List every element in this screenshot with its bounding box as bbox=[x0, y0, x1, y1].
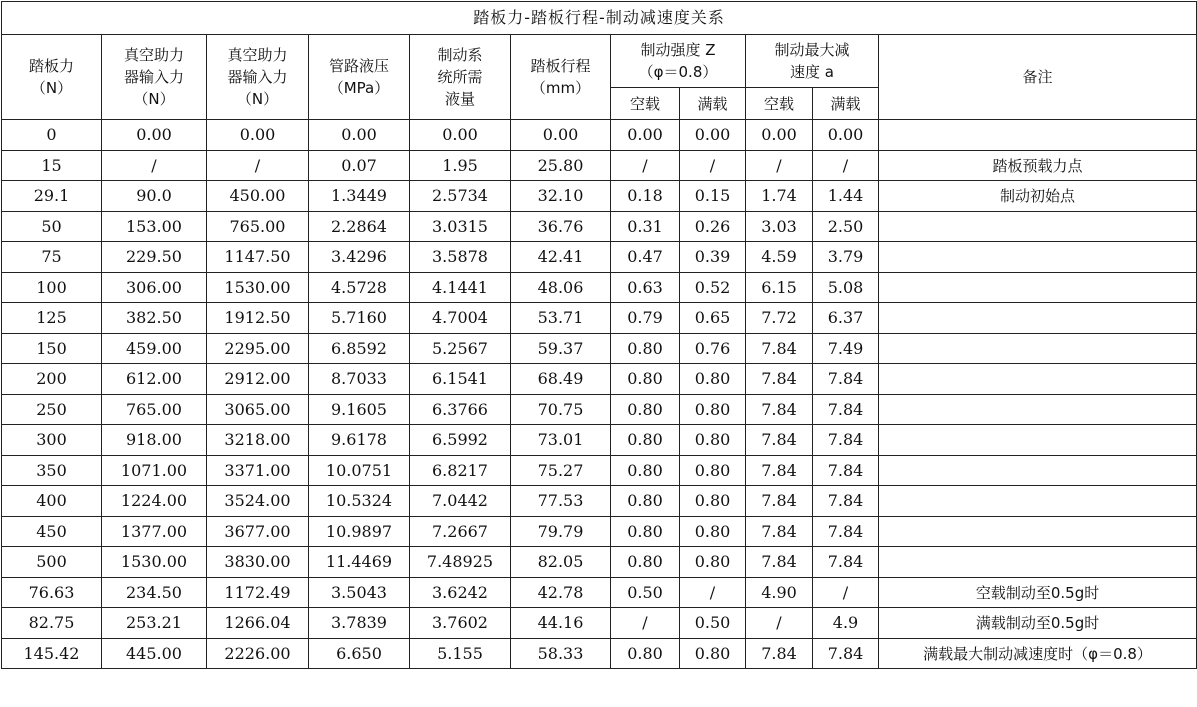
cell-a-full: 1.44 bbox=[813, 181, 879, 212]
cell-remark bbox=[879, 211, 1197, 242]
cell-line-pressure: 5.7160 bbox=[309, 303, 410, 334]
header-pedal-force: 踏板力 （N） bbox=[2, 35, 102, 120]
cell-fluid-volume: 4.7004 bbox=[410, 303, 511, 334]
cell-fluid-volume: 3.7602 bbox=[410, 608, 511, 639]
cell-fluid-volume: 6.8217 bbox=[410, 455, 511, 486]
header-remark: 备注 bbox=[879, 35, 1197, 120]
cell-remark bbox=[879, 425, 1197, 456]
cell-a-empty: 7.84 bbox=[746, 547, 813, 578]
cell-booster-output: 1147.50 bbox=[207, 242, 309, 273]
cell-line-pressure: 10.5324 bbox=[309, 486, 410, 517]
cell-line-pressure: 6.650 bbox=[309, 638, 410, 669]
cell-booster-input: 153.00 bbox=[102, 211, 207, 242]
table-row bbox=[2, 333, 1197, 364]
cell-booster-output: 450.00 bbox=[207, 181, 309, 212]
cell-pedal-force: 350 bbox=[2, 455, 102, 486]
cell-a-full: 6.37 bbox=[813, 303, 879, 334]
subheader-a-empty: 空载 bbox=[746, 88, 813, 120]
cell-line-pressure: 1.3449 bbox=[309, 181, 410, 212]
cell-z-empty: 0.80 bbox=[611, 364, 680, 395]
cell-booster-input: 253.21 bbox=[102, 608, 207, 639]
cell-fluid-volume: 1.95 bbox=[410, 150, 511, 181]
cell-a-empty: 1.74 bbox=[746, 181, 813, 212]
header-booster-output: 真空助力 器输入力 （N） bbox=[207, 35, 309, 120]
cell-pedal-force: 400 bbox=[2, 486, 102, 517]
document-page bbox=[1, 1, 1196, 705]
cell-a-empty: / bbox=[746, 608, 813, 639]
cell-pedal-travel: 32.10 bbox=[511, 181, 611, 212]
cell-a-empty: 7.84 bbox=[746, 425, 813, 456]
cell-booster-output: 3524.00 bbox=[207, 486, 309, 517]
cell-pedal-force: 82.75 bbox=[2, 608, 102, 639]
cell-line-pressure: 8.7033 bbox=[309, 364, 410, 395]
cell-booster-output: 0.00 bbox=[207, 120, 309, 151]
cell-remark bbox=[879, 242, 1197, 273]
cell-z-full: 0.76 bbox=[680, 333, 746, 364]
cell-remark bbox=[879, 516, 1197, 547]
cell-fluid-volume: 6.5992 bbox=[410, 425, 511, 456]
cell-pedal-force: 300 bbox=[2, 425, 102, 456]
cell-pedal-force: 500 bbox=[2, 547, 102, 578]
cell-z-full: 0.80 bbox=[680, 455, 746, 486]
cell-z-empty: 0.18 bbox=[611, 181, 680, 212]
cell-line-pressure: 11.4469 bbox=[309, 547, 410, 578]
cell-line-pressure: 3.4296 bbox=[309, 242, 410, 273]
cell-a-empty: 6.15 bbox=[746, 272, 813, 303]
cell-booster-input: 459.00 bbox=[102, 333, 207, 364]
table-row bbox=[2, 638, 1197, 669]
cell-booster-input: 306.00 bbox=[102, 272, 207, 303]
cell-z-full: 0.00 bbox=[680, 120, 746, 151]
cell-line-pressure: 9.1605 bbox=[309, 394, 410, 425]
cell-booster-input: 612.00 bbox=[102, 364, 207, 395]
cell-pedal-force: 125 bbox=[2, 303, 102, 334]
cell-pedal-force: 145.42 bbox=[2, 638, 102, 669]
cell-fluid-volume: 7.48925 bbox=[410, 547, 511, 578]
cell-pedal-travel: 0.00 bbox=[511, 120, 611, 151]
cell-z-empty: 0.80 bbox=[611, 394, 680, 425]
cell-a-empty: 7.72 bbox=[746, 303, 813, 334]
cell-booster-input: 1224.00 bbox=[102, 486, 207, 517]
subheader-a-full: 满载 bbox=[813, 88, 879, 120]
cell-a-empty: 3.03 bbox=[746, 211, 813, 242]
table-row bbox=[2, 181, 1197, 212]
cell-pedal-force: 100 bbox=[2, 272, 102, 303]
cell-remark: 踏板预载力点 bbox=[879, 150, 1197, 181]
table-row bbox=[2, 455, 1197, 486]
cell-z-empty: / bbox=[611, 150, 680, 181]
cell-z-empty: 0.80 bbox=[611, 638, 680, 669]
cell-pedal-travel: 53.71 bbox=[511, 303, 611, 334]
cell-pedal-force: 75 bbox=[2, 242, 102, 273]
cell-remark bbox=[879, 394, 1197, 425]
cell-a-empty: 7.84 bbox=[746, 516, 813, 547]
cell-fluid-volume: 6.3766 bbox=[410, 394, 511, 425]
cell-remark bbox=[879, 303, 1197, 334]
cell-z-empty: / bbox=[611, 608, 680, 639]
cell-booster-output: 3065.00 bbox=[207, 394, 309, 425]
table-row bbox=[2, 211, 1197, 242]
cell-z-full: 0.80 bbox=[680, 394, 746, 425]
cell-remark: 空载制动至0.5g时 bbox=[879, 577, 1197, 608]
cell-a-empty: 7.84 bbox=[746, 486, 813, 517]
table-title: 踏板力-踏板行程-制动减速度关系 bbox=[2, 2, 1197, 35]
cell-z-empty: 0.80 bbox=[611, 333, 680, 364]
table-row bbox=[2, 394, 1197, 425]
cell-fluid-volume: 3.0315 bbox=[410, 211, 511, 242]
cell-pedal-travel: 79.79 bbox=[511, 516, 611, 547]
cell-z-full: / bbox=[680, 150, 746, 181]
cell-a-empty: 7.84 bbox=[746, 455, 813, 486]
cell-pedal-force: 200 bbox=[2, 364, 102, 395]
cell-remark: 满载最大制动减速度时（φ＝0.8） bbox=[879, 638, 1197, 669]
subheader-z-full: 满载 bbox=[680, 88, 746, 120]
cell-remark bbox=[879, 120, 1197, 151]
table-row bbox=[2, 120, 1197, 151]
cell-booster-output: / bbox=[207, 150, 309, 181]
cell-z-full: 0.39 bbox=[680, 242, 746, 273]
cell-pedal-travel: 58.33 bbox=[511, 638, 611, 669]
cell-booster-output: 1912.50 bbox=[207, 303, 309, 334]
cell-z-empty: 0.31 bbox=[611, 211, 680, 242]
cell-a-full: 3.79 bbox=[813, 242, 879, 273]
table-row bbox=[2, 364, 1197, 395]
cell-pedal-travel: 70.75 bbox=[511, 394, 611, 425]
cell-pedal-force: 250 bbox=[2, 394, 102, 425]
cell-z-empty: 0.00 bbox=[611, 120, 680, 151]
cell-booster-input: 90.0 bbox=[102, 181, 207, 212]
cell-z-empty: 0.63 bbox=[611, 272, 680, 303]
cell-z-full: 0.50 bbox=[680, 608, 746, 639]
cell-booster-input: 1530.00 bbox=[102, 547, 207, 578]
table-row bbox=[2, 272, 1197, 303]
cell-line-pressure: 10.0751 bbox=[309, 455, 410, 486]
cell-booster-input: 765.00 bbox=[102, 394, 207, 425]
cell-booster-input: 918.00 bbox=[102, 425, 207, 456]
cell-remark: 制动初始点 bbox=[879, 181, 1197, 212]
cell-a-full: / bbox=[813, 577, 879, 608]
cell-z-full: / bbox=[680, 577, 746, 608]
cell-pedal-travel: 77.53 bbox=[511, 486, 611, 517]
cell-a-empty: 7.84 bbox=[746, 333, 813, 364]
cell-remark bbox=[879, 272, 1197, 303]
cell-a-full: 2.50 bbox=[813, 211, 879, 242]
cell-booster-output: 2295.00 bbox=[207, 333, 309, 364]
cell-pedal-travel: 42.41 bbox=[511, 242, 611, 273]
header-braking-strength: 制动强度 Z （φ＝0.8） bbox=[611, 35, 746, 88]
cell-pedal-travel: 42.78 bbox=[511, 577, 611, 608]
cell-remark bbox=[879, 486, 1197, 517]
cell-a-full: 7.84 bbox=[813, 425, 879, 456]
cell-z-full: 0.80 bbox=[680, 486, 746, 517]
cell-pedal-force: 150 bbox=[2, 333, 102, 364]
cell-z-empty: 0.79 bbox=[611, 303, 680, 334]
subheader-z-empty: 空载 bbox=[611, 88, 680, 120]
cell-fluid-volume: 5.2567 bbox=[410, 333, 511, 364]
cell-a-full: 7.84 bbox=[813, 638, 879, 669]
cell-z-empty: 0.80 bbox=[611, 425, 680, 456]
cell-z-full: 0.15 bbox=[680, 181, 746, 212]
table-row bbox=[2, 547, 1197, 578]
cell-booster-input: 229.50 bbox=[102, 242, 207, 273]
cell-booster-output: 765.00 bbox=[207, 211, 309, 242]
cell-booster-input: 1377.00 bbox=[102, 516, 207, 547]
cell-z-full: 0.80 bbox=[680, 425, 746, 456]
cell-remark bbox=[879, 547, 1197, 578]
table-row bbox=[2, 608, 1197, 639]
cell-remark bbox=[879, 364, 1197, 395]
cell-z-full: 0.26 bbox=[680, 211, 746, 242]
cell-booster-output: 1266.04 bbox=[207, 608, 309, 639]
cell-pedal-travel: 36.76 bbox=[511, 211, 611, 242]
cell-line-pressure: 3.5043 bbox=[309, 577, 410, 608]
cell-pedal-force: 29.1 bbox=[2, 181, 102, 212]
cell-fluid-volume: 7.0442 bbox=[410, 486, 511, 517]
cell-pedal-travel: 82.05 bbox=[511, 547, 611, 578]
cell-a-full: 7.84 bbox=[813, 486, 879, 517]
table-row bbox=[2, 577, 1197, 608]
header-max-decel: 制动最大减 速度 a bbox=[746, 35, 879, 88]
table-row bbox=[2, 486, 1197, 517]
table-row bbox=[2, 242, 1197, 273]
cell-booster-output: 3218.00 bbox=[207, 425, 309, 456]
cell-a-full: 7.84 bbox=[813, 547, 879, 578]
cell-a-full: 5.08 bbox=[813, 272, 879, 303]
cell-fluid-volume: 6.1541 bbox=[410, 364, 511, 395]
header-pedal-travel: 踏板行程 （mm） bbox=[511, 35, 611, 120]
cell-booster-input: 0.00 bbox=[102, 120, 207, 151]
cell-line-pressure: 4.5728 bbox=[309, 272, 410, 303]
cell-a-full: 7.84 bbox=[813, 455, 879, 486]
cell-booster-output: 1172.49 bbox=[207, 577, 309, 608]
cell-pedal-travel: 59.37 bbox=[511, 333, 611, 364]
cell-a-full: / bbox=[813, 150, 879, 181]
cell-pedal-force: 0 bbox=[2, 120, 102, 151]
cell-booster-input: 382.50 bbox=[102, 303, 207, 334]
table-row bbox=[2, 150, 1197, 181]
cell-a-full: 7.84 bbox=[813, 516, 879, 547]
table-row bbox=[2, 303, 1197, 334]
cell-pedal-travel: 68.49 bbox=[511, 364, 611, 395]
cell-pedal-travel: 73.01 bbox=[511, 425, 611, 456]
cell-a-empty: 7.84 bbox=[746, 638, 813, 669]
cell-fluid-volume: 3.6242 bbox=[410, 577, 511, 608]
cell-line-pressure: 3.7839 bbox=[309, 608, 410, 639]
cell-z-full: 0.52 bbox=[680, 272, 746, 303]
cell-pedal-force: 15 bbox=[2, 150, 102, 181]
cell-pedal-force: 450 bbox=[2, 516, 102, 547]
cell-booster-output: 2912.00 bbox=[207, 364, 309, 395]
cell-fluid-volume: 0.00 bbox=[410, 120, 511, 151]
cell-z-empty: 0.47 bbox=[611, 242, 680, 273]
cell-a-full: 7.84 bbox=[813, 364, 879, 395]
cell-booster-output: 1530.00 bbox=[207, 272, 309, 303]
cell-booster-output: 3677.00 bbox=[207, 516, 309, 547]
cell-a-full: 7.49 bbox=[813, 333, 879, 364]
cell-fluid-volume: 2.5734 bbox=[410, 181, 511, 212]
brake-data-table bbox=[1, 1, 1197, 669]
cell-line-pressure: 0.00 bbox=[309, 120, 410, 151]
cell-booster-input: / bbox=[102, 150, 207, 181]
cell-fluid-volume: 5.155 bbox=[410, 638, 511, 669]
cell-z-empty: 0.80 bbox=[611, 486, 680, 517]
cell-pedal-travel: 44.16 bbox=[511, 608, 611, 639]
cell-booster-output: 2226.00 bbox=[207, 638, 309, 669]
cell-z-empty: 0.80 bbox=[611, 547, 680, 578]
cell-a-empty: 4.59 bbox=[746, 242, 813, 273]
cell-fluid-volume: 3.5878 bbox=[410, 242, 511, 273]
cell-a-empty: 7.84 bbox=[746, 364, 813, 395]
header-fluid-volume: 制动系 统所需 液量 bbox=[410, 35, 511, 120]
cell-z-empty: 0.80 bbox=[611, 455, 680, 486]
table-row bbox=[2, 425, 1197, 456]
cell-remark: 满载制动至0.5g时 bbox=[879, 608, 1197, 639]
cell-booster-input: 445.00 bbox=[102, 638, 207, 669]
cell-remark bbox=[879, 333, 1197, 364]
cell-z-full: 0.80 bbox=[680, 516, 746, 547]
cell-z-full: 0.65 bbox=[680, 303, 746, 334]
cell-line-pressure: 10.9897 bbox=[309, 516, 410, 547]
cell-remark bbox=[879, 455, 1197, 486]
cell-pedal-force: 76.63 bbox=[2, 577, 102, 608]
table-body bbox=[2, 120, 1197, 669]
cell-booster-input: 234.50 bbox=[102, 577, 207, 608]
cell-a-full: 4.9 bbox=[813, 608, 879, 639]
header-booster-input: 真空助力 器输入力 （N） bbox=[102, 35, 207, 120]
cell-fluid-volume: 4.1441 bbox=[410, 272, 511, 303]
cell-pedal-force: 50 bbox=[2, 211, 102, 242]
cell-a-empty: 7.84 bbox=[746, 394, 813, 425]
cell-line-pressure: 9.6178 bbox=[309, 425, 410, 456]
cell-z-full: 0.80 bbox=[680, 638, 746, 669]
cell-line-pressure: 0.07 bbox=[309, 150, 410, 181]
cell-a-full: 0.00 bbox=[813, 120, 879, 151]
cell-z-empty: 0.50 bbox=[611, 577, 680, 608]
header-line-pressure: 管路液压 （MPa） bbox=[309, 35, 410, 120]
cell-booster-input: 1071.00 bbox=[102, 455, 207, 486]
cell-a-empty: 0.00 bbox=[746, 120, 813, 151]
cell-pedal-travel: 75.27 bbox=[511, 455, 611, 486]
cell-a-full: 7.84 bbox=[813, 394, 879, 425]
cell-pedal-travel: 25.80 bbox=[511, 150, 611, 181]
cell-z-full: 0.80 bbox=[680, 364, 746, 395]
cell-a-empty: 4.90 bbox=[746, 577, 813, 608]
cell-z-empty: 0.80 bbox=[611, 516, 680, 547]
cell-fluid-volume: 7.2667 bbox=[410, 516, 511, 547]
cell-z-full: 0.80 bbox=[680, 547, 746, 578]
cell-booster-output: 3830.00 bbox=[207, 547, 309, 578]
cell-line-pressure: 2.2864 bbox=[309, 211, 410, 242]
cell-line-pressure: 6.8592 bbox=[309, 333, 410, 364]
cell-a-empty: / bbox=[746, 150, 813, 181]
cell-pedal-travel: 48.06 bbox=[511, 272, 611, 303]
cell-booster-output: 3371.00 bbox=[207, 455, 309, 486]
table-row bbox=[2, 516, 1197, 547]
